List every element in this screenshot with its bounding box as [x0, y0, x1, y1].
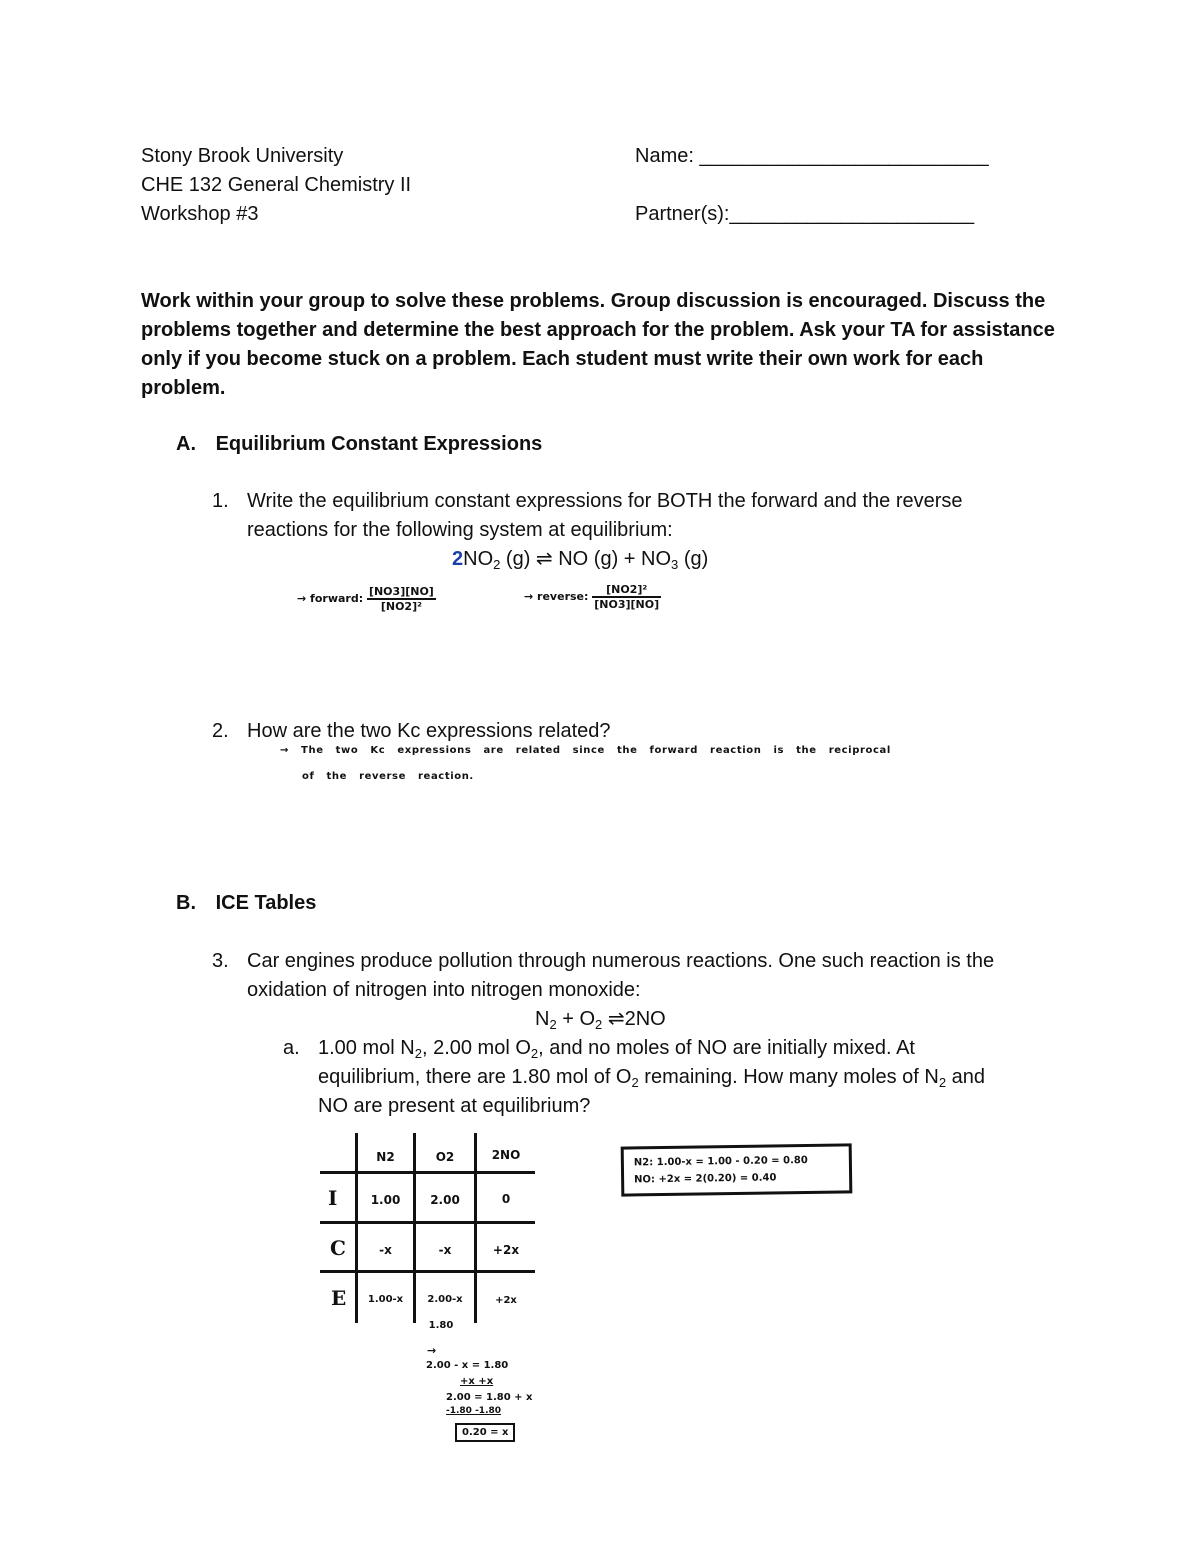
ice-header-o2: O2 [435, 1150, 455, 1164]
q1-number: 1. [212, 490, 229, 512]
instructions-paragraph: Work within your group to solve these problems. Group discussion is encouraged. Discuss the problems together and determine the best approach for the problem. Ask your TA for assistance only if you become stuck on a problem. Each student must write their own work for each problem. [141, 290, 1055, 399]
answer-line-2: NO: +2x = 2(0.20) = 0.40 [634, 1172, 777, 1186]
reverse-label: → reverse: [524, 590, 589, 603]
ice-cell-c-n2: -x [379, 1243, 392, 1257]
q1-line2: reactions for the following system at equilibrium: [247, 519, 673, 541]
work-arrow: → [427, 1344, 437, 1357]
q1-coefficient: 2 [452, 548, 464, 570]
name-field[interactable] [635, 142, 989, 171]
answer-box [621, 1143, 853, 1196]
ice-hline-3 [320, 1270, 535, 1273]
ice-cell-e-no: +2x [495, 1295, 517, 1306]
workshop-title: Workshop #3 [141, 203, 259, 225]
ice-hline-1 [320, 1171, 535, 1174]
partner-line: ______________________ [729, 203, 975, 225]
section-b-heading [176, 889, 316, 918]
q1-equation: $2NO_2$ (g) ⇌ NO $(g) + NO_3$ (g) [452, 548, 709, 572]
name-line: __________________________ [699, 145, 989, 167]
work-result-box: 0.20 = x [455, 1423, 515, 1442]
ice-row-label-e: E [331, 1286, 347, 1310]
q3a-line1: 1.00 mol $N_2$, 2.00 mol $O_2$, and no moles of NO are initially mixed. At [318, 1037, 915, 1061]
q2-number: 2. [212, 720, 229, 742]
course-title: CHE 132 General Chemistry II [141, 174, 412, 196]
q3-equation: $N_2 + O_2$ ⇌2NO [535, 1008, 666, 1032]
q3a-line3: NO are present at equilibrium? [318, 1095, 591, 1117]
partner-field[interactable] [635, 200, 974, 229]
ice-cell-c-no: +2x [492, 1243, 520, 1257]
section-a-letter: A. [176, 433, 196, 455]
answer-line-1: N2: 1.00-x = 1.00 - 0.20 = 0.80 [633, 1155, 808, 1169]
university-name: Stony Brook University [141, 145, 344, 167]
work-line-3: 2.00 = 1.80 + x [446, 1392, 533, 1403]
work-line-2: +x +x [460, 1376, 494, 1387]
q3a-line2: equilibrium, there are 1.80 mol of $O_2$ remaining. How many moles of $N_2$ and [318, 1066, 986, 1090]
ice-row-label-c: C [330, 1236, 346, 1260]
q3-number: 3. [212, 950, 229, 972]
q2-answer-line1: → The two Kc expressions are related since the forward reaction is the reciprocal [280, 745, 891, 756]
section-a-heading [176, 430, 542, 459]
ice-cell-i-no: 0 [501, 1192, 511, 1206]
ice-hline-2 [320, 1221, 535, 1224]
name-label: Name: [635, 145, 700, 167]
section-b-letter: B. [176, 892, 196, 914]
ice-cell-c-o2: -x [438, 1243, 452, 1257]
work-line-1: 2.00 - x = 1.80 [426, 1360, 509, 1371]
q2-text: How are the two Kc expressions related? [247, 720, 611, 742]
section-a-title: Equilibrium Constant Expressions [215, 433, 543, 455]
section-b-title: ICE Tables [215, 892, 317, 914]
reverse-fraction: $\frac{\text{[NO2]²}}{[NO3][NO]}$ [594, 583, 660, 611]
ice-row-label-i: I [328, 1186, 338, 1210]
ice-below-value: 1.80 [428, 1320, 454, 1331]
ice-cell-e-o2: 2.00-x [427, 1294, 463, 1305]
q3a-letter: a. [283, 1037, 300, 1059]
q2-answer-line2: of the reverse reaction. [302, 771, 474, 782]
ice-header-n2: N2 [376, 1150, 395, 1164]
forward-fraction: $\frac{[NO3][NO]}{\text{[NO2]²}}$ [368, 585, 434, 613]
work-line-4: -1.80 -1.80 [446, 1406, 502, 1416]
q3-line1: Car engines produce pollution through numerous reactions. One such reaction is the [247, 950, 995, 972]
ice-cell-i-o2: 2.00 [430, 1193, 460, 1207]
q1-line1: Write the equilibrium constant expressions for BOTH the forward and the reverse [247, 490, 963, 512]
ice-cell-i-n2: 1.00 [370, 1193, 401, 1207]
ice-header-no: 2NO [491, 1148, 521, 1162]
reverse-expression [524, 583, 661, 611]
q3-line2: oxidation of nitrogen into nitrogen monoxide: [247, 979, 641, 1001]
forward-expression [297, 585, 436, 613]
partner-label: Partner(s): [635, 203, 730, 225]
forward-label: → forward: [297, 592, 364, 605]
ice-cell-e-n2: 1.00-x [367, 1294, 404, 1305]
